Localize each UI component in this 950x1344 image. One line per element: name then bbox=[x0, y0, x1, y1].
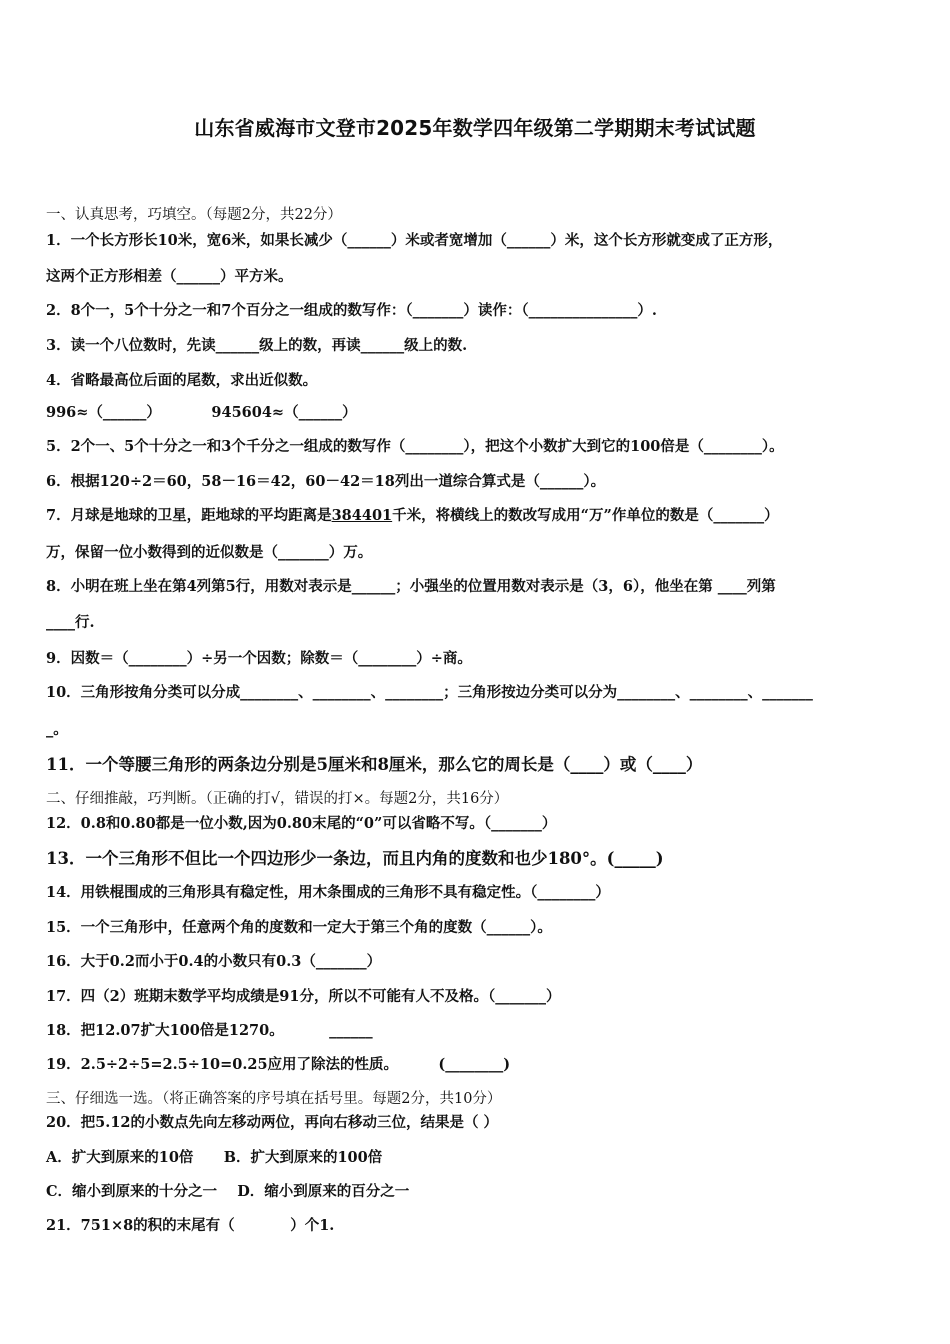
question-13: 13．一个三角形不但比一个四边形少一条边，而且内角的度数和也少180°。(_____) bbox=[46, 849, 664, 868]
question-14: 14．用铁棍围成的三角形具有稳定性，用木条围成的三角形不具有稳定性。（________） bbox=[46, 884, 610, 901]
page-title: 山东省威海市文登市2025年数学四年级第二学期期末考试试题 bbox=[194, 116, 756, 140]
question-4: 4．省略最高位后面的尾数，求出近似数。 bbox=[46, 372, 318, 389]
question-7-text-a: 7．月球是地球的卫星，距地球的平均距离是 bbox=[46, 507, 332, 524]
question-17: 17．四（2）班期末数学平均成绩是91分，所以不可能有人不及格。（_______） bbox=[46, 988, 561, 1005]
question-21: 21．751×8的积的末尾有（ ）个1. bbox=[46, 1217, 335, 1234]
section-heading-1: 一、认真思考，巧填空。（每题2分，共22分） bbox=[46, 207, 342, 223]
section-heading-3: 三、仔细选一选。（将正确答案的序号填在括号里。每题2分，共10分） bbox=[46, 1091, 502, 1107]
question-6: 6．根据120÷2＝60，58－16＝42，60－42＝18列出一道综合算式是（______）。 bbox=[46, 473, 606, 490]
question-8-line-1: 8．小明在班上坐在第4列第5行，用数对表示是______；小强坐的位置用数对表示是（3，6），他坐在第 ____列第 bbox=[46, 578, 776, 595]
question-7-line-1 bbox=[46, 504, 779, 525]
question-15: 15．一个三角形中，任意两个角的度数和一定大于第三个角的度数（______）。 bbox=[46, 919, 552, 936]
section-heading-2: 二、仔细推敲，巧判断。（正确的打√，错误的打×。每题2分，共16分） bbox=[46, 791, 509, 807]
question-11: 11．一个等腰三角形的两条边分别是5厘米和8厘米，那么它的周长是（____）或（____） bbox=[46, 755, 703, 774]
question-1-line-2: 这两个正方形相差（______）平方米。 bbox=[46, 268, 293, 285]
question-7-text-b: 千米，将横线上的数改写成用“万”作单位的数是（_______） bbox=[392, 507, 779, 524]
question-7-underlined-number: 384401 bbox=[331, 507, 393, 524]
question-19: 19．2.5÷2÷5=2.5÷10=0.25应用了除法的性质。 (________) bbox=[46, 1056, 511, 1073]
question-12: 12．0.8和0.80都是一位小数,因为0.80末尾的“0”可以省略不写。（_______） bbox=[46, 815, 557, 832]
question-4-items: 996≈（______） 945604≈（______） bbox=[46, 404, 357, 421]
question-2: 2．8个一，5个十分之一和7个百分之一组成的数写作：（_______）读作：（_______________）. bbox=[46, 302, 657, 319]
question-20-options-ab: A．扩大到原来的10倍 B．扩大到原来的100倍 bbox=[46, 1149, 383, 1166]
question-20-options-cd: C．缩小到原来的十分之一 D．缩小到原来的百分之一 bbox=[46, 1183, 410, 1200]
question-5: 5．2个一、5个十分之一和3个千分之一组成的数写作（________），把这个小数扩大到它的100倍是（________）。 bbox=[46, 438, 784, 455]
question-7-line-2: 万，保留一位小数得到的近似数是（_______）万。 bbox=[46, 544, 373, 561]
question-1-line-1: 1．一个长方形长10米，宽6米，如果长减少（______）米或者宽增加（______）米，这个长方形就变成了正方形， bbox=[46, 232, 783, 249]
question-20: 20．把5.12的小数点先向左移动两位，再向右移动三位，结果是（ ） bbox=[46, 1114, 499, 1131]
question-10-line-2: _。 bbox=[46, 721, 68, 738]
question-10-line-1: 10．三角形按角分类可以分成________、________、________；三角形按边分类可以分为________、________、_______ bbox=[46, 684, 813, 701]
question-9: 9．因数＝（________）÷另一个因数；除数＝（________）÷商。 bbox=[46, 650, 472, 667]
question-18: 18．把12.07扩大100倍是1270。 ______ bbox=[46, 1022, 373, 1039]
question-3: 3．读一个八位数时，先读______级上的数，再读______级上的数. bbox=[46, 337, 468, 354]
question-16: 16．大于0.2而小于0.4的小数只有0.3（_______） bbox=[46, 953, 382, 970]
question-8-line-2: ____行. bbox=[46, 614, 95, 631]
